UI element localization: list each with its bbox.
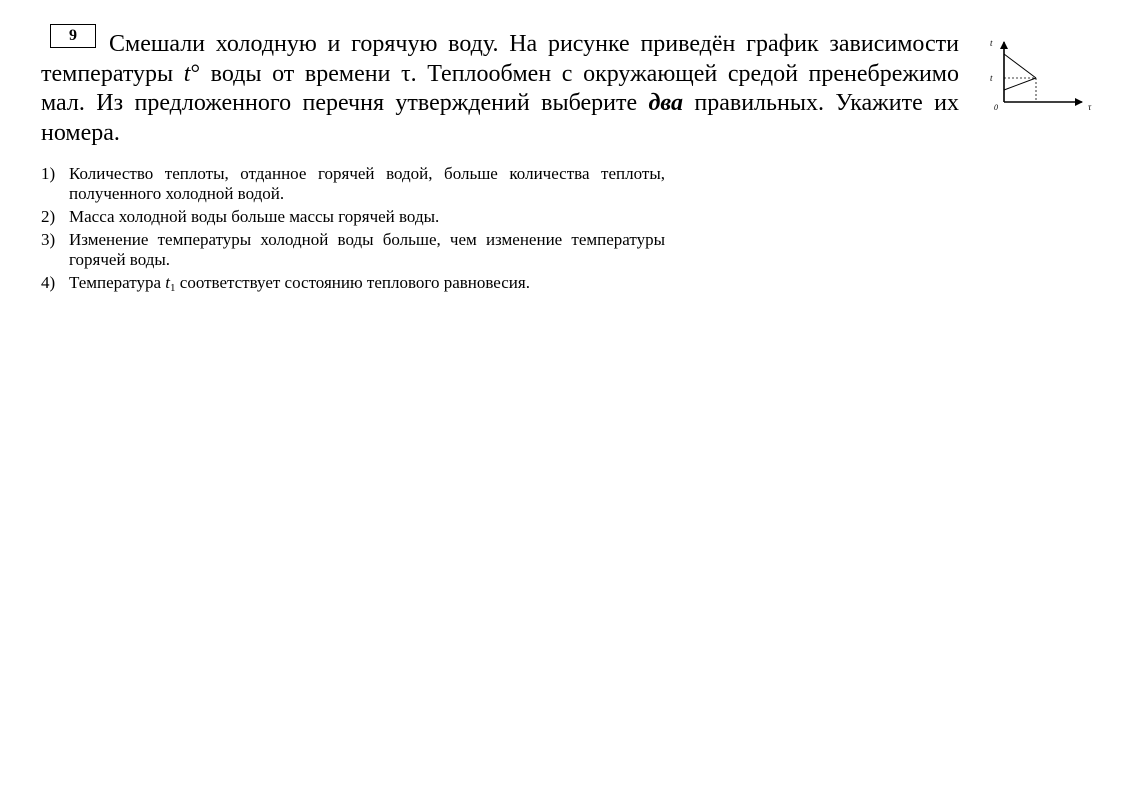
answer-options-list: [41, 164, 665, 296]
temperature-symbol: t: [183, 60, 191, 87]
option-number: 1): [41, 164, 56, 183]
question-part-1: Смешали холодную и горячую воду. На рисунке приведён график зависимости температуры: [41, 31, 959, 87]
option-text: Масса холодной воды больше массы горячей воды.: [69, 207, 440, 226]
question-text: [41, 27, 959, 148]
cold-water-line: [1004, 78, 1036, 90]
option-variable: t: [165, 273, 171, 292]
y-axis-label: t: [990, 38, 993, 48]
temperature-time-graph: [984, 34, 1096, 114]
task-number: 9: [69, 27, 77, 44]
hot-water-line: [1004, 54, 1036, 78]
answer-option-3: [41, 230, 665, 270]
origin-label: 0: [994, 103, 998, 112]
option-text: Изменение температуры холодной воды больше, чем изменение температуры горячей воды.: [69, 230, 665, 269]
option-text-post: соответствует состоянию теплового равновесия.: [175, 273, 530, 292]
option-text: Количество теплоты, отданное горячей водой, больше количества теплоты, полученного холодной водой.: [69, 164, 665, 203]
option-text: [69, 273, 665, 293]
option-variable-subscript: 1: [170, 282, 176, 294]
answer-option-2: [41, 207, 665, 227]
option-number: 2): [41, 207, 56, 226]
option-number: 3): [41, 230, 56, 249]
emphasis-word: два: [648, 90, 683, 116]
question-part-2: ° воды от времени τ. Теплообмен с окружающей средой пренебрежимо мал. Из предложенного перечня утверждений выберите: [41, 60, 959, 116]
x-axis-label: τ: [1088, 102, 1092, 112]
answer-option-4: [41, 273, 665, 293]
answer-option-1: [41, 164, 665, 204]
level-label: t: [990, 73, 993, 83]
option-text-pre: Температура: [69, 273, 166, 292]
option-number: 4): [41, 273, 56, 292]
question-part-3: правильных. Укажите их номера.: [41, 90, 959, 146]
